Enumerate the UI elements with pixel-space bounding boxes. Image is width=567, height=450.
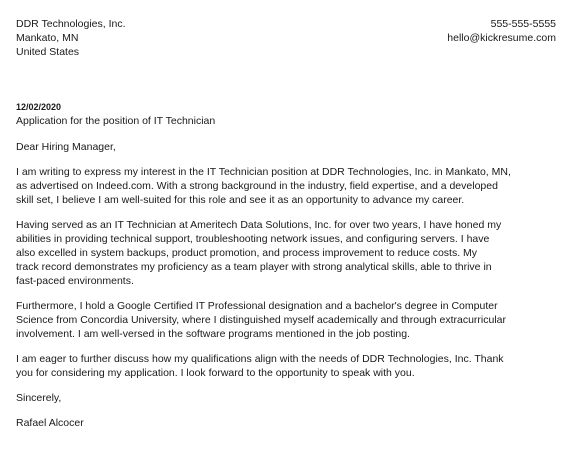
sender-city: Mankato, MN: [16, 32, 79, 44]
paragraph-line: skill set, I believe I am well-suited for this role and see it as an opportunity to advance my career.: [16, 194, 465, 206]
paragraph-line: abilities in providing technical support, troubleshooting network issues, and configuring servers. I have: [16, 233, 490, 245]
sender-address-block: [16, 17, 126, 59]
paragraph-line: you for considering my application. I look forward to the opportunity to speak with you.: [16, 367, 415, 379]
paragraph-line: as advertised on Indeed.com. With a strong background in the industry, field expertise, and a developed: [16, 180, 498, 192]
signature-name: Rafael Alcocer: [16, 417, 84, 429]
paragraph-line: also excelled in system backups, product promotion, and process improvement to reduce costs. My: [16, 247, 478, 259]
closing: Sincerely,: [16, 392, 62, 404]
greeting: Dear Hiring Manager,: [16, 141, 116, 153]
sender-company: DDR Technologies, Inc.: [16, 18, 126, 30]
contact-block: [447, 17, 556, 45]
contact-email: hello@kickresume.com: [447, 32, 556, 44]
letter-subject: Application for the position of IT Technician: [16, 115, 216, 127]
letter-body: [16, 140, 561, 441]
paragraph: [16, 165, 561, 207]
paragraph-line: fast-paced environments.: [16, 275, 134, 287]
contact-phone: 555-555-5555: [490, 18, 556, 30]
paragraph-line: involvement. I am well-versed in the software programs mentioned in the job posting.: [16, 328, 410, 340]
sender-country: United States: [16, 46, 80, 58]
paragraph: [16, 352, 561, 380]
paragraph-line: I am eager to further discuss how my qualifications align with the needs of DDR Technologies, Inc. Thank: [16, 353, 504, 365]
paragraph-line: I am writing to express my interest in the IT Technician position at DDR Technologies, Inc. in Mankato, MN,: [16, 166, 511, 178]
paragraph-line: Having served as an IT Technician at Ameritech Data Solutions, Inc. for over two years, I have honed my: [16, 219, 502, 231]
paragraph: [16, 218, 561, 288]
paragraph: [16, 299, 561, 341]
paragraph-line: Science from Concordia University, where I distinguished myself academically and through extracurricular: [16, 314, 507, 326]
paragraph-line: Furthermore, I hold a Google Certified IT Professional designation and a bachelor's degree in Computer: [16, 300, 498, 312]
paragraph-line: track record demonstrates my proficiency as a team player with strong analytical skills, able to thrive in: [16, 261, 492, 273]
letter-date: 12/02/2020: [16, 102, 62, 112]
